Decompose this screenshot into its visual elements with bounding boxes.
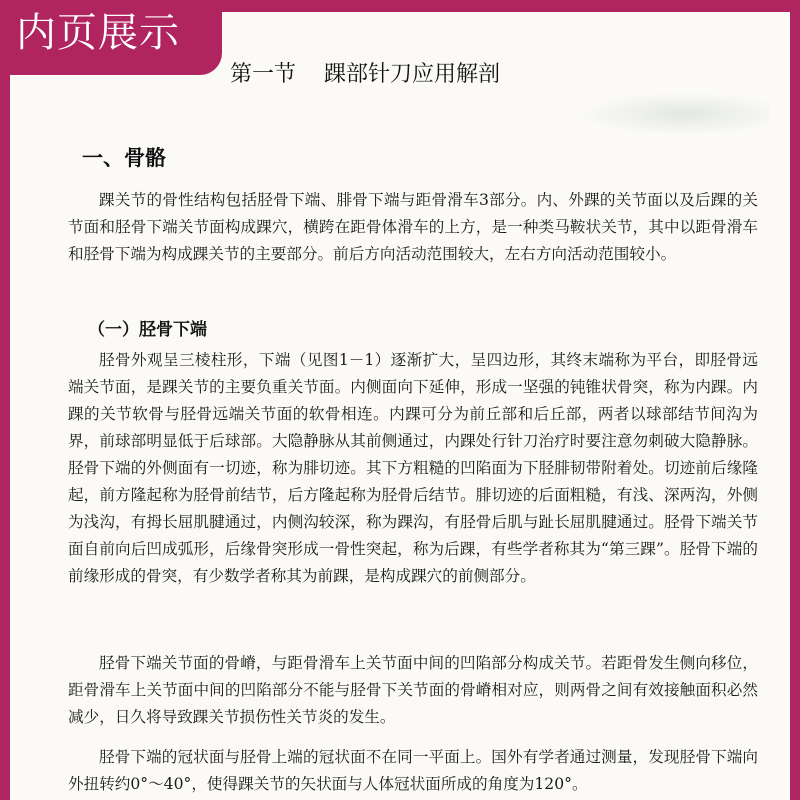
heading-bones: 一、骨骼	[82, 146, 166, 170]
paragraph-tibia-description: 胫骨外观呈三棱柱形，下端（见图1－1）逐渐扩大，呈四边形，其终末端称为平台，即胫骨远端关节面，是踝关节的主要负重关节面。内侧面向下延伸，形成一坚强的钝锥状骨突，称为内踝。内踝的关节软骨与胫骨远端关节面的软骨相连。内踝可分为前丘部和后丘部，两者以球部结节间沟为界，前球部明显低于后球部。大隐静脉从其前侧通过，内踝处行针刀治疗时要注意勿刺破大隐静脉。胫骨下端的外侧面有一切迹，称为腓切迹。其下方粗糙的凹陷面为下胫腓韧带附着处。切迹前后缘隆起，前方隆起称为胫骨前结节，后方隆起称为胫骨后结节。腓切迹的后面粗糙，有浅、深两沟，外侧为浅沟，有拇长屈肌腱通过，内侧沟较深，称为踝沟，有胫骨后肌与趾长屈肌腱通过。胫骨下端关节面自前向后凹成弧形，后缘骨突形成一骨性突起，称为后踝，有些学者称其为“第三踝”。胫骨下端的前缘形成的骨突，有少数学者称其为前踝，是构成踝穴的前侧部分。	[68, 351, 758, 585]
heading-tibia-lower-end: （一）胫骨下端	[88, 320, 207, 340]
paragraph-tibia-joint-ridge: 胫骨下端关节面的骨嵴，与距骨滑车上关节面中间的凹陷部分构成关节。若距骨发生侧向移位，距骨滑车上关节面中间的凹陷部分不能与胫骨下关节面的骨嵴相对应，则两骨之间有效接触面积必然减少，日久将导致踝关节损伤性关节炎的发生。	[68, 654, 758, 726]
paragraph-ankle-structure: 踝关节的骨性结构包括胫骨下端、腓骨下端与距骨滑车3部分。内、外踝的关节面以及后踝的关节面和胫骨下端关节面构成踝穴，横跨在距骨体滑车的上方，是一种类马鞍状关节，其中以距骨滑车和胫骨下端为构成踝关节的主要部分。前后方向活动范围较大，左右方向活动范围较小。	[68, 191, 758, 263]
section-title: 第一节 踝部针刀应用解剖	[230, 62, 500, 87]
inner-page-banner: 内页展示	[0, 0, 222, 75]
decorative-watermark	[580, 92, 770, 132]
book-page	[10, 12, 790, 800]
paragraph-tibia-torsion: 胫骨下端的冠状面与胫骨上端的冠状面不在同一平面上。国外有学者通过测量，发现胫骨下端向外扭转约0°～40°，使得踝关节的矢状面与人体冠状面所成的角度为120°。	[68, 748, 758, 793]
